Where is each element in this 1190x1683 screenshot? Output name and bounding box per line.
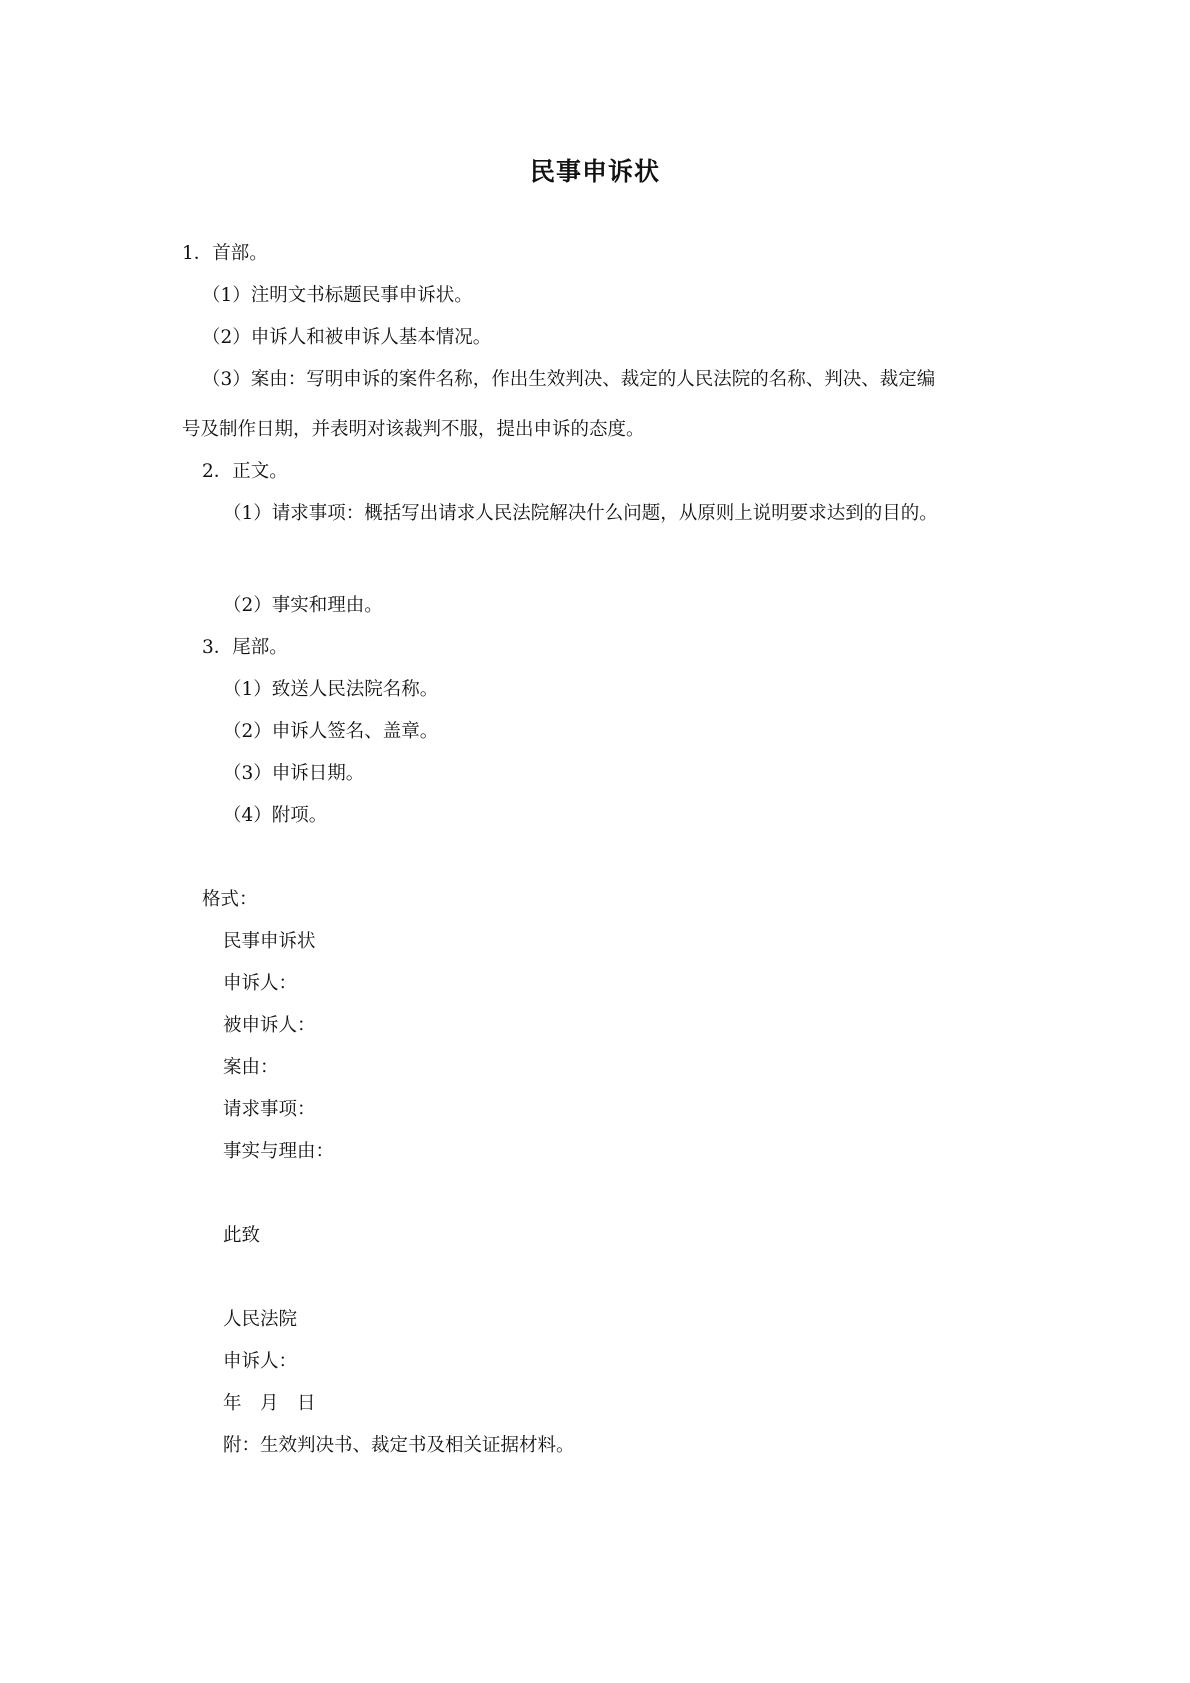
- format-salutation: 此致: [223, 1225, 261, 1246]
- format-court: 人民法院: [223, 1309, 298, 1330]
- format-attachment: 附：生效判决书、裁定书及相关证据材料。: [223, 1435, 575, 1456]
- format-respondent: 被申诉人：: [223, 1015, 316, 1036]
- section1-item3-line1: （3）案由：写明申诉的案件名称，作出生效判决、裁定的人民法院的名称、判决、裁定编: [202, 369, 936, 390]
- section2-item1: （1）请求事项：概括写出请求人民法院解决什么问题，从原则上说明要求达到的目的。: [223, 503, 938, 524]
- section3-item3: （3）申诉日期。: [223, 763, 365, 784]
- section1-item2: （2）申诉人和被申诉人基本情况。: [202, 327, 492, 348]
- format-label: 格式：: [202, 889, 258, 910]
- section2-heading: 2．正文。: [202, 461, 288, 482]
- format-cause: 案由：: [223, 1057, 279, 1078]
- format-appellant: 申诉人：: [223, 973, 298, 994]
- format-claims: 请求事项：: [223, 1099, 316, 1120]
- section3-item4: （4）附项。: [223, 805, 328, 826]
- section1-item1: （1）注明文书标题民事申诉状。: [202, 285, 473, 306]
- format-date: 年 月 日: [223, 1393, 316, 1414]
- format-signature: 申诉人：: [223, 1351, 298, 1372]
- section3-item2: （2）申诉人签名、盖章。: [223, 721, 439, 742]
- section3-item1: （1）致送人民法院名称。: [223, 679, 439, 700]
- section3-heading: 3．尾部。: [202, 637, 288, 658]
- section1-item3-line2: 号及制作日期，并表明对该裁判不服，提出申诉的态度。: [182, 419, 645, 440]
- format-facts: 事实与理由：: [223, 1141, 335, 1162]
- section2-item2: （2）事实和理由。: [223, 595, 383, 616]
- section1-heading: 1．首部。: [182, 243, 268, 264]
- document-title: 民事申诉状: [529, 157, 660, 186]
- format-title: 民事申诉状: [223, 931, 316, 952]
